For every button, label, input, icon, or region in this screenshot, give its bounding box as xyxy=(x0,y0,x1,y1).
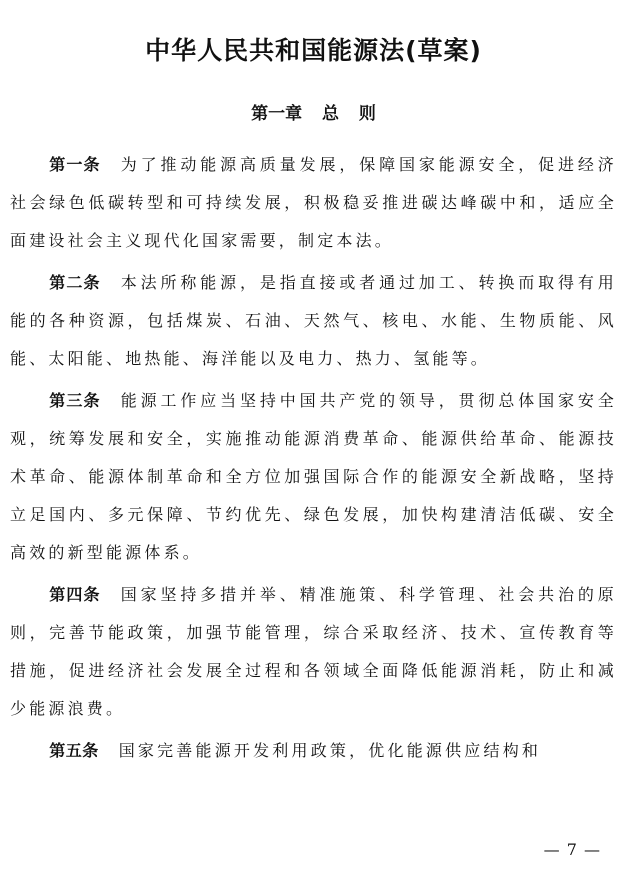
article-list xyxy=(10,146,617,774)
article-text: 国家完善能源开发利用政策，优化能源供应结构和 xyxy=(118,741,542,760)
article-label: 第二条 xyxy=(49,273,101,292)
article-label: 第一条 xyxy=(49,155,101,174)
chapter-title: 第一章 总 则 xyxy=(251,104,376,125)
article-label: 第三条 xyxy=(49,391,101,410)
article-text: 能源工作应当坚持中国共产党的领导，贯彻总体国家安全观，统筹发展和安全，实施推动能源消费革命、能源供给革命、能源技术革命、能源体制革命和全方位加强国际合作的能源安全新战略，坚持立足国内、多元保障、节约优先、绿色发展，加快构建清洁低碳、安全高效的新型能源体系。 xyxy=(10,391,617,562)
article-2 xyxy=(10,264,617,378)
article-1 xyxy=(10,146,617,260)
article-5 xyxy=(10,732,617,770)
article-label: 第五条 xyxy=(49,741,99,760)
article-4 xyxy=(10,576,617,728)
article-text: 本法所称能源，是指直接或者通过加工、转换而取得有用能的各种资源，包括煤炭、石油、天然气、核电、水能、生物质能、风能、太阳能、地热能、海洋能以及电力、热力、氢能等。 xyxy=(10,273,617,368)
article-label: 第四条 xyxy=(49,585,101,604)
article-text: 国家坚持多措并举、精准施策、科学管理、社会共治的原则，完善节能政策，加强节能管理，综合采取经济、技术、宣传教育等措施，促进经济社会发展全过程和各领域全面降低能源消耗，防止和减少能源浪费。 xyxy=(10,585,617,718)
page-number: — 7 — xyxy=(543,840,601,859)
article-3 xyxy=(10,382,617,572)
article-text: 为了推动能源高质量发展，保障国家能源安全，促进经济社会绿色低碳转型和可持续发展，积极稳妥推进碳达峰碳中和，适应全面建设社会主义现代化国家需要，制定本法。 xyxy=(10,155,617,250)
document-title: 中华人民共和国能源法(草案) xyxy=(145,35,482,65)
